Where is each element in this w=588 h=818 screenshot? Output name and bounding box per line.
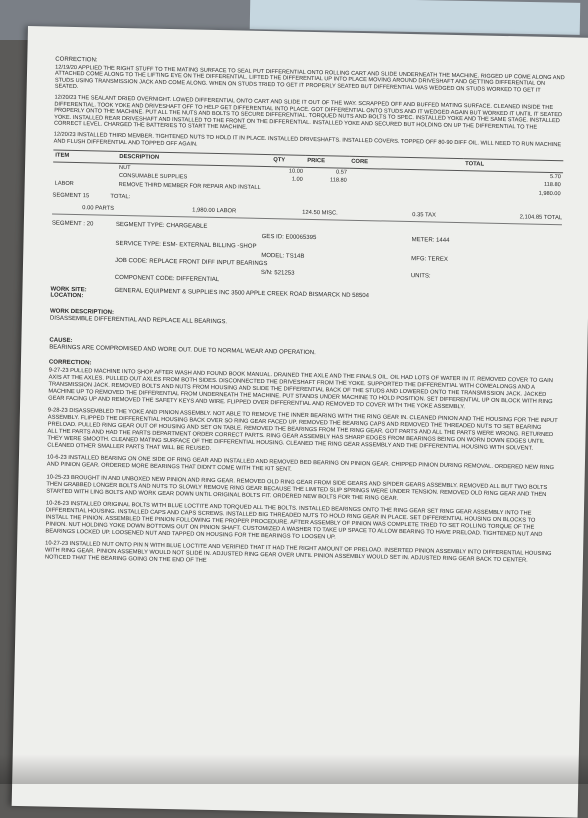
cell-total: 1,980.00 bbox=[538, 190, 561, 198]
mfg: MFG: TEREX bbox=[411, 256, 449, 264]
cell-description: REMOVE THIRD MEMBER FOR REPAIR AND INSTALL bbox=[118, 181, 261, 191]
cause-heading: CAUSE: bbox=[49, 337, 73, 345]
model: MODEL: TS14B bbox=[261, 253, 305, 261]
work-order-page bbox=[12, 26, 588, 818]
cell-description: NUT bbox=[118, 164, 131, 171]
cause-text: BEARINGS ARE COMPROMISED AND WORE OUT. DUE TO NORMAL WEAR AND OPERATION. bbox=[49, 344, 316, 356]
correction-top-heading: CORRECTION: bbox=[55, 56, 98, 64]
segment15-tax: 0.35 TAX bbox=[412, 212, 436, 219]
col-description: DESCRIPTION bbox=[117, 152, 271, 167]
cell-total: 118.80 bbox=[543, 182, 561, 189]
segment15-misc: 124.50 MISC. bbox=[302, 209, 338, 217]
segment20-label: SEGMENT : 20 bbox=[51, 220, 94, 228]
component-code: COMPONENT CODE: DIFFERENTIAL bbox=[114, 275, 220, 284]
col-total: TOTAL bbox=[463, 159, 563, 173]
cell-qty: 10.00 bbox=[288, 168, 304, 175]
cell-description: CONSUMABLE SUPPLIES bbox=[118, 173, 188, 181]
segment15-total: 2,104.85 TOTAL bbox=[519, 214, 563, 222]
segment15-label: SEGMENT 15 bbox=[52, 192, 90, 199]
segment15-total-label: TOTAL: bbox=[110, 193, 131, 200]
page-content bbox=[45, 57, 566, 578]
correction-entry: 10-25-23 BROUGHT IN AND UNBOXED NEW PINION AND RING GEAR. REMOVED OLD RING GEAR FROM SIDE GEARS AND SPIDER GEARS ASSEMBLY. REMOVED ALL BUT TWO BOLTS THEN GRABBED LONGER BOLTS AND NUTS TO SLOWLY REMOVE RING GEAR BECAUSE THE LIMITED SLIP SPRINGS WERE UNDER TENSION. REMOVED OLD RING GEAR AND THEN STARTED WITH LING BOLTS AND WORK GEAR DOWN UNTIL ORIGINAL BOLTS FIT. ORDERED NEW BOLTS FOR THE RING GEAR. bbox=[46, 474, 548, 502]
col-qty: QTY bbox=[271, 155, 305, 167]
ges-id: GES ID: E00065395 bbox=[261, 234, 317, 242]
cell-total: 5.70 bbox=[549, 173, 562, 180]
cell-price: 0.57 bbox=[335, 169, 348, 176]
units: UNITS: bbox=[410, 272, 431, 280]
job-code: JOB CODE: REPLACE FRONT DIFF INPUT BEARINGS bbox=[115, 257, 268, 268]
correction-top bbox=[54, 57, 566, 156]
cell-item: LABOR bbox=[54, 180, 74, 187]
correction-entry: 10-6-23 INSTALLED BEARING ON ONE SIDE OF RING GEAR AND INSTALLED AND REMOVED BED BEARING ON PINION GEAR. CHIPPED PINION DURING REMOVAL. ORDERED NEW RING AND PINION GEAR. ORDERED MORE BEARINGS THAT DIDN'T COME WITH THE KIT SENT. bbox=[46, 454, 555, 473]
correction-entry: 10-26-23 INSTALLED ORIGINAL BOLTS WITH BLUE LOCTITE AND TORQUED ALL THE BOLTS. INSTALLED BEARINGS ONTO THE RING GEAR SET RING GEAR ASSEMBLY INTO THE DIFFERENTIAL HOUSING. INSTALLED CAPS AND CAPS SCREWS. INSTALLED BIG THREADED NUTS TO HOLD RING GEAR IN PLACE. SET DIFFERENTIAL HOUSING ON BLOCKS TO INSTALL THE PINION. ASSEMBLED THE PINION FOLLOWING THE PROPER PROCEDURE. AFTER ASSEMBLY OF PINION WAS COMPLETE TRIED TO SET ROLLING TORQUE OF THE PINION. NUT HOLDING YOKE DOWN BOTTOMS OUT ON PINION SHAFT. CUSTOMIZED A WASHER TO TAKE UP SPACE TO ALLOW BEARING TO HAVE PRELOAD. TIGHTENED NUT AND BEARINGS LOCKED UP. LOOSENED NUT AND TAPPED ON HOUSING FOR THE BEARINGS TO LOOSEN UP. bbox=[45, 500, 543, 541]
work-site-value: GENERAL EQUIPMENT & SUPPLIES INC 3500 APPLE CREEK ROAD BISMARCK ND 58504 bbox=[114, 287, 370, 300]
items-table bbox=[53, 150, 564, 199]
work-site-label: WORK SITE: bbox=[50, 286, 87, 294]
col-item: ITEM bbox=[53, 150, 117, 163]
segment20-block bbox=[50, 220, 562, 310]
work-description bbox=[50, 309, 560, 333]
meter: METER: 1444 bbox=[411, 237, 450, 245]
segment20-type: SEGMENT TYPE: CHARGEABLE bbox=[115, 221, 208, 230]
underlying-paper-edge bbox=[250, 0, 581, 35]
correction-entry: 9-28-23 DISASSEMBLED THE YOKE AND PINION ASSEMBLY. NOT ABLE TO REMOVE THE INNER BEARING WITH THE RING GEAR IN. CLEANED PINION AND THE HOUSING FOR THE INPUT ASSEMBLY. FLIPPED THE DIFFERENTIAL HOUSING BACK OVER SO RING GEAR FACED UP. REMOVED THE BEARING CAPS AND REMOVED THE THREADED NUTS TO SET BEARING PRELOAD. PULLED RING GEAR OUT OF HOUSING AND SET ON TABLE. REMOVED THE BEARINGS FROM THE RING GEAR. GOT PARTS AND ALL THE PARTS WERE WRONG. RETURNED ALL THE PARTS AND HAD THE PARTS DEPARTMENT ORDER CORRECT PARTS. RING GEAR ASSEMBLY HAS SHARP EDGES FROM BEARINGS BEING ON WORN DOWN EDGES UNTIL THEY WERE SMOOTH. CLEANED MATING SURFACE OF THE DIFFERENTIAL HOUSING. CLEANED THE RING GEAR ASSEMBLY AND THE DIFFERENTIAL HOUSING WITH SOLVENT. CLEANED OTHER SMALLER PARTS THAT WILL BE REUSED. bbox=[47, 407, 558, 452]
correction-entry: 9-27-23 PULLED MACHINE INTO SHOP AFTER WASH AND FOUND BOOK MANUAL. DRAINED THE AXLE AND THE FINALS OIL. OIL HAD LOTS OF WATER IN IT. REMOVED COVER TO GAIN AXIS AT THE AXLES. PULLED OUT AXLES FROM BOTH SIDES. DISCONNECTED THE DRIVESHAFT FROM THE YOKE. SUPPORTED THE DIFFERENTIAL WITH COMEALONGS AND A TRANSMISSION JACK. REMOVED BOLTS AND NUTS FROM HOUSING AND SLIDE THE DIFFERENTIAL BACK OF THE STUDS AND LOWERED ONTO THE TRANSMISSION JACK. JACKED MACHINE UP TO REMOVED THE DIFFERENTIAL FROM UNDERNEATH THE MACHINE. PUT STANDS UNDER MACHINE TO HOLD POSITION. SET DIFFERENTIAL UP ON BLOCK WITH RING GEAR FACING UP AND REMOVED THE SAFETY KEYS AND WIRE. FLIPPED OVER DIFFERENTIAL AND REMOVED TO COVER WITH THE YOKE ASSEMBLY. bbox=[48, 367, 553, 410]
location-label: LOCATION: bbox=[50, 292, 84, 300]
work-description-heading: WORK DESCRIPTION: bbox=[49, 308, 115, 316]
segment15-parts: 0.00 PARTS bbox=[82, 205, 115, 212]
cell-price: 118.80 bbox=[329, 177, 347, 185]
cause bbox=[49, 338, 559, 362]
cell-qty: 1.00 bbox=[291, 176, 303, 184]
correction-entry: 12/19/20 APPLIED THE RIGHT STUFF TO THE MATING SURFACE TO SEAL PUT DIFFERENTIAL ONTO ROLLING CART AND SLIDE UNDERNEATH THE MACHINE. RIGGED UP COME ALONG AND ATTACHED COME ALONG TO THE LIFTING EYE ON THE DIFFERENTIAL. LIFTED THE DIFFERENTIAL UP INTO PLACE MOVING AROUND DRIVESHAFT AND GETTING DIFFERENTIAL ON STUDS USING TRANSMISSION JACK AND COME ALONG. WHEN ON STUDS TRIED TO GET IT PROPERLY SEATED BUT DIFFERENTIAL WAS WEDGED ON STUDS WORKED TO GET IT SEATED. bbox=[54, 64, 565, 94]
correction-entry: 12/20/23 INSTALLED THIRD MEMBER. TIGHTENED NUTS TO HOLD IT IN PLACE. INSTALLED DRIVESHAFTS. INSTALLED COVERS. TOPPED OFF 80-90 DIFF OIL. WILL NEED TO RUN MACHINE AND FLUSH DIFFERENTIAL AND TOPPED OFF AGAIN. bbox=[53, 131, 562, 149]
work-description-text: DISASSEMBLE DIFFERENTIAL AND REPLACE ALL BEARINGS. bbox=[49, 315, 228, 325]
cell-core bbox=[349, 186, 463, 197]
col-core: CORE bbox=[349, 156, 463, 170]
correction-bottom-heading: CORRECTION: bbox=[48, 359, 92, 367]
correction-entry: 10-27-23 INSTALLED NUT ONTO PIN N WITH BLUE LOCTITE AND VERIFIED THAT IT HAD THE RIGHT AMOUNT OF PRELOAD. INSERTED PINION ASSEMBLY INTO DIFFERENTIAL HOUSING WITH RING GEAR. PINION ASSEMBLY WOULD NOT SLIDE IN. ADJUSTED RING GEAR OVER UNTIL PINION ASSEMBLY WOULD SET IN. ADJUSTED RING GEAR BACK TO CENTER. NOTICED THAT THE BEARING GOING ON THE END OF THE bbox=[44, 540, 552, 565]
service-type: SERVICE TYPE: ESM- EXTERNAL BILLING -SHOP bbox=[115, 240, 257, 250]
correction-entry: 12/20/23 THE SEALANT DRIED OVERNIGHT. LOWED DIFFERENTIAL ONTO CART AND SLIDE IT OUT OF THE WAY. SCRAPPED OFF AND BUFFED MATING SURFACE. CLEANED INSIDE THE DIFFERENTIAL. TOOK YOKE AND DRIVESHAFT OFF TO HELP GET DIFFERENTIAL INTO PLACE. GOT DIFFERENTIAL ONTO STUDS AND IT WEDGED AGAIN BUT WORKED IT UNTIL IT SEATED PROPERLY ONTO THE MACHINE. PUT ALL THE NUTS AND BOLTS TO SECURE DIFFERENTIAL. TORQUED NUTS AND BOLTS TO SPEC. INSTALLED YOKE AND THE SAME STAGE. INSTALLED YOKE. INSTALLED REAR DRIVESHAFT AND INSTALLED TO THE FRONT ON THE DIFFERENTIAL. INSTALLED YOKE AND SECURED BUT HOLDING ON UP THE DIFFERENTIAL TO THE CORRECT LEVEL. CHARGED THE BATTERIES TO START THE MACHINE. bbox=[53, 94, 563, 131]
segment15-labor: 1,980.00 LABOR bbox=[192, 207, 237, 215]
serial-number: S/N: 521253 bbox=[260, 269, 295, 277]
correction-bottom bbox=[45, 360, 559, 572]
col-price: PRICE bbox=[305, 155, 349, 168]
